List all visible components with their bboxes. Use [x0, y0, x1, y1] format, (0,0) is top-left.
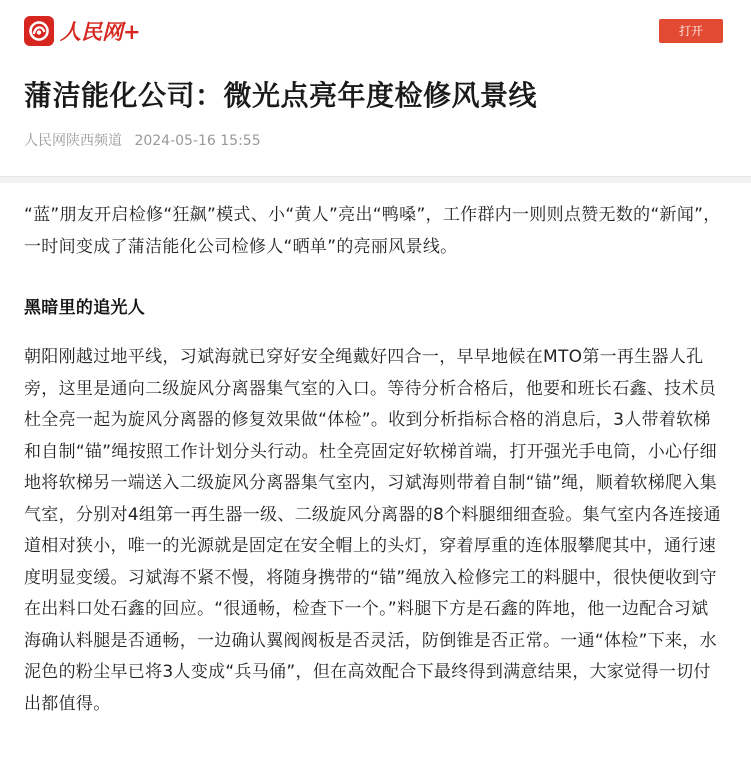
- brand-name: 人民网+: [60, 19, 141, 44]
- open-app-button[interactable]: 打开: [659, 19, 723, 43]
- people-daily-logo-icon: [24, 16, 54, 46]
- article-body: [24, 200, 724, 720]
- intro-paragraph: “蓝”朋友开启检修“狂飙”模式、小“黄人”亮出“鸭嗓”，工作群内一则则点赞无数的“新闻”，一时间变成了蒲洁能化公司检修人“晒单”的亮丽风景线。: [24, 205, 721, 257]
- section-divider: [0, 176, 751, 183]
- top-bar: [0, 0, 751, 62]
- brand-logo[interactable]: [24, 16, 141, 46]
- article-title: 蒲洁能化公司：微光点亮年度检修风景线: [24, 79, 538, 112]
- article-source[interactable]: 人民网陕西频道: [24, 133, 122, 149]
- section-heading: 黑暗里的追光人: [24, 298, 146, 318]
- body-paragraph: 朝阳刚越过地平线，习斌海就已穿好安全绳戴好四合一，早早地候在MTO第一再生器人孔旁，这里是通向二级旋风分离器集气室的入口。等待分析合格后，他要和班长石鑫、技术员杜全亮一起为旋风分离器的修复效果做“体检”。收到分析指标合格的消息后，3人带着软梯和自制“锚”绳按照工作计划分头行动。杜全亮固定好软梯首端，打开强光手电筒，小心仔细地将软梯另一端送入二级旋风分离器集气室内，习斌海则带着自制“锚”绳，顺着软梯爬入集气室，分别对4组第一再生器一级、二级旋风分离器的8个料腿细细查验。集气室内各连接通道相对狭小，唯一的光源就是固定在安全帽上的头灯，穿着厚重的连体服攀爬其中，通行速度明显变缓。习斌海不紧不慢，将随身携带的“锚”绳放入检修完工的料腿中，很快便收到守在出料口处石鑫的回应。“很通畅，检查下一个。”料腿下方是石鑫的阵地，他一边配合习斌海确认料腿是否通畅，一边确认翼阀阀板是否灵活，防倒锥是否正常。一通“体检”下来，水泥色的粉尘早已将3人变成“兵马俑”，但在高效配合下最终得到满意结果，大家觉得一切付出都值得。: [24, 347, 721, 714]
- article-meta: [24, 130, 261, 150]
- article-datetime: 2024-05-16 15:55: [134, 133, 261, 149]
